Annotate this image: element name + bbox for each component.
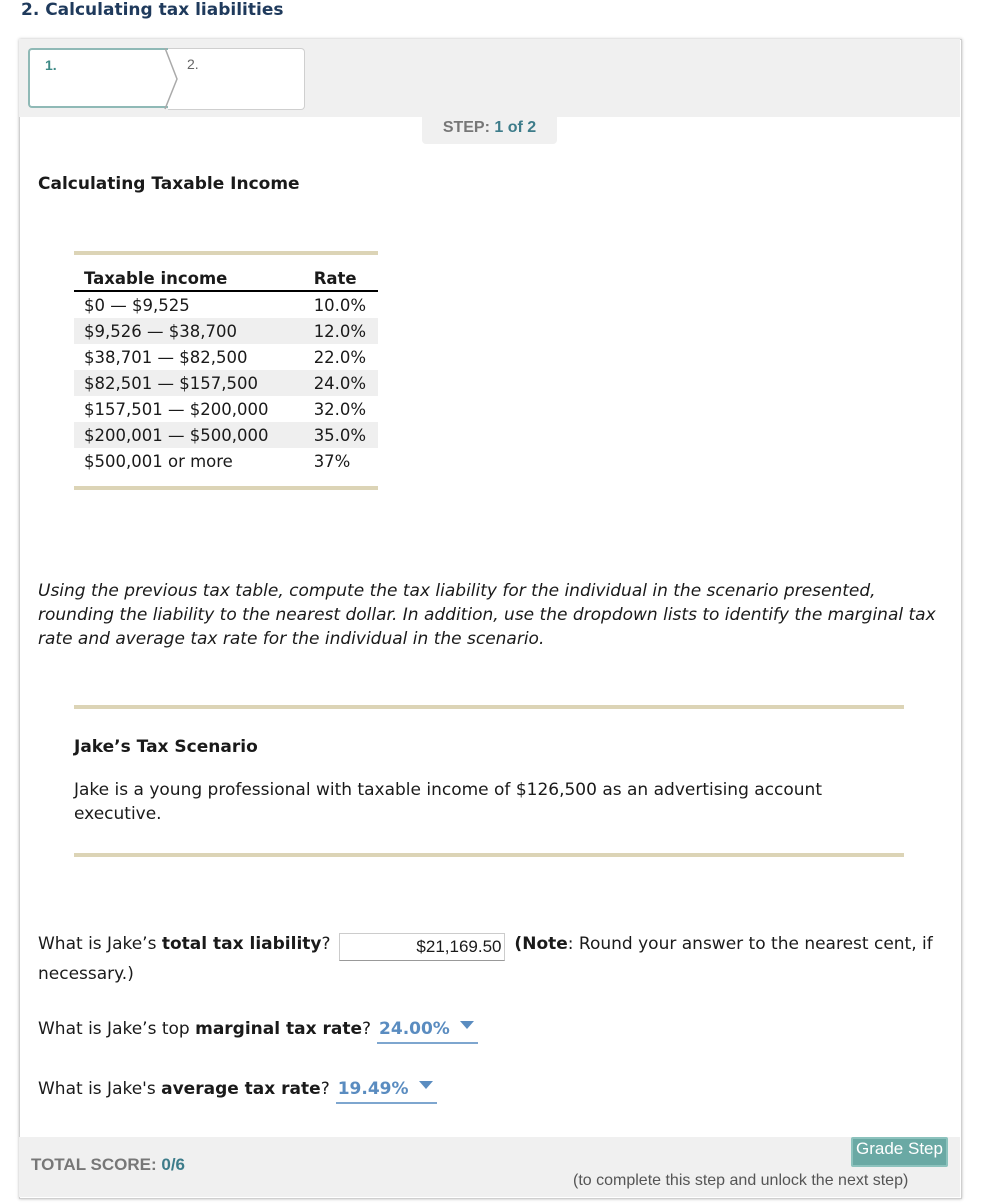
average-rate-dropdown[interactable] bbox=[336, 1076, 437, 1104]
q3-suffix: ? bbox=[320, 1079, 330, 1099]
table-row bbox=[74, 318, 378, 344]
section-heading: Calculating Taxable Income bbox=[38, 174, 300, 194]
q1-note-label: Note bbox=[522, 934, 568, 954]
tax-rate-table bbox=[74, 251, 378, 490]
chevron-down-icon bbox=[419, 1081, 433, 1089]
table-row bbox=[74, 344, 378, 370]
table-row bbox=[74, 422, 378, 448]
average-rate-selected: 19.49% bbox=[337, 1079, 409, 1099]
table-row bbox=[74, 291, 378, 318]
rate-cell: 32.0% bbox=[313, 399, 367, 419]
score-label: TOTAL SCORE: bbox=[31, 1155, 157, 1174]
q2-suffix: ? bbox=[362, 1019, 372, 1039]
q2-prefix: What is Jake’s top bbox=[38, 1019, 196, 1039]
table-header-rate: Rate bbox=[309, 265, 378, 291]
step-value: 1 of 2 bbox=[494, 119, 537, 136]
question-title: 2. Calculating tax liabilities bbox=[21, 0, 284, 20]
income-bracket: $200,001 — $500,000 bbox=[74, 422, 309, 448]
total-tax-liability-input[interactable]: $21,169.50 bbox=[339, 933, 505, 961]
rate-cell: 10.0% bbox=[313, 295, 367, 315]
q1-note-open: ( bbox=[508, 934, 523, 954]
income-bracket: $9,526 — $38,700 bbox=[74, 318, 309, 344]
chevron-down-icon bbox=[460, 1021, 474, 1029]
q3-prefix: What is Jake's bbox=[38, 1079, 162, 1099]
table-row bbox=[74, 396, 378, 422]
rate-cell: 12.0% bbox=[309, 318, 378, 344]
step-prefix: STEP: bbox=[442, 119, 490, 136]
tab-chevron-icon bbox=[164, 48, 182, 110]
score-value: 0/6 bbox=[161, 1155, 185, 1174]
income-bracket: $157,501 — $200,000 bbox=[84, 399, 269, 419]
rate-cell: 35.0% bbox=[309, 422, 378, 448]
grade-step-button[interactable]: Grade Step bbox=[851, 1137, 948, 1167]
q3-keyword: average tax rate bbox=[161, 1079, 321, 1099]
q1-keyword: total tax liability bbox=[161, 934, 322, 954]
income-bracket: $38,701 — $82,500 bbox=[84, 347, 248, 367]
total-score bbox=[31, 1155, 185, 1175]
table-row bbox=[74, 448, 378, 474]
question-marginal-rate bbox=[38, 1016, 478, 1044]
marginal-rate-dropdown[interactable] bbox=[377, 1016, 478, 1044]
table-header-taxable-income: Taxable income bbox=[74, 265, 309, 291]
income-bracket: $82,501 — $157,500 bbox=[74, 370, 309, 396]
q2-keyword: marginal tax rate bbox=[195, 1019, 362, 1039]
q1-prefix: What is Jake’s bbox=[38, 934, 162, 954]
question-average-rate bbox=[38, 1076, 437, 1104]
tab-step-1-label: 1. bbox=[45, 57, 57, 73]
income-bracket: $500,001 or more bbox=[84, 451, 233, 471]
grade-step-note: (to complete this step and unlock the next step) bbox=[573, 1172, 909, 1189]
tab-step-2-label: 2. bbox=[187, 56, 199, 72]
marginal-rate-selected: 24.00% bbox=[379, 1019, 450, 1039]
q1-suffix: ? bbox=[321, 934, 331, 954]
scenario-title: Jake’s Tax Scenario bbox=[74, 737, 258, 757]
rate-cell: 24.0% bbox=[309, 370, 378, 396]
table-row bbox=[74, 370, 378, 396]
rate-cell: 37% bbox=[313, 451, 351, 471]
question-total-tax-liability bbox=[38, 931, 938, 987]
q1-note-text: : Round your answer to the nearest cent, if necessary.) bbox=[38, 934, 933, 984]
instructions-text: Using the previous tax table, compute the tax liability for the individual in the scenario presented, rounding the liability to the nearest dollar. In addition, use the dropdown lists to identify the marginal tax rate and average tax rate for the individual in the scenario. bbox=[38, 581, 936, 649]
income-bracket: $0 — $9,525 bbox=[84, 295, 190, 315]
rate-cell: 22.0% bbox=[313, 347, 367, 367]
step-indicator bbox=[422, 116, 557, 144]
scenario-text: Jake is a young professional with taxable income of $126,500 as an advertising account executive. bbox=[74, 780, 822, 824]
